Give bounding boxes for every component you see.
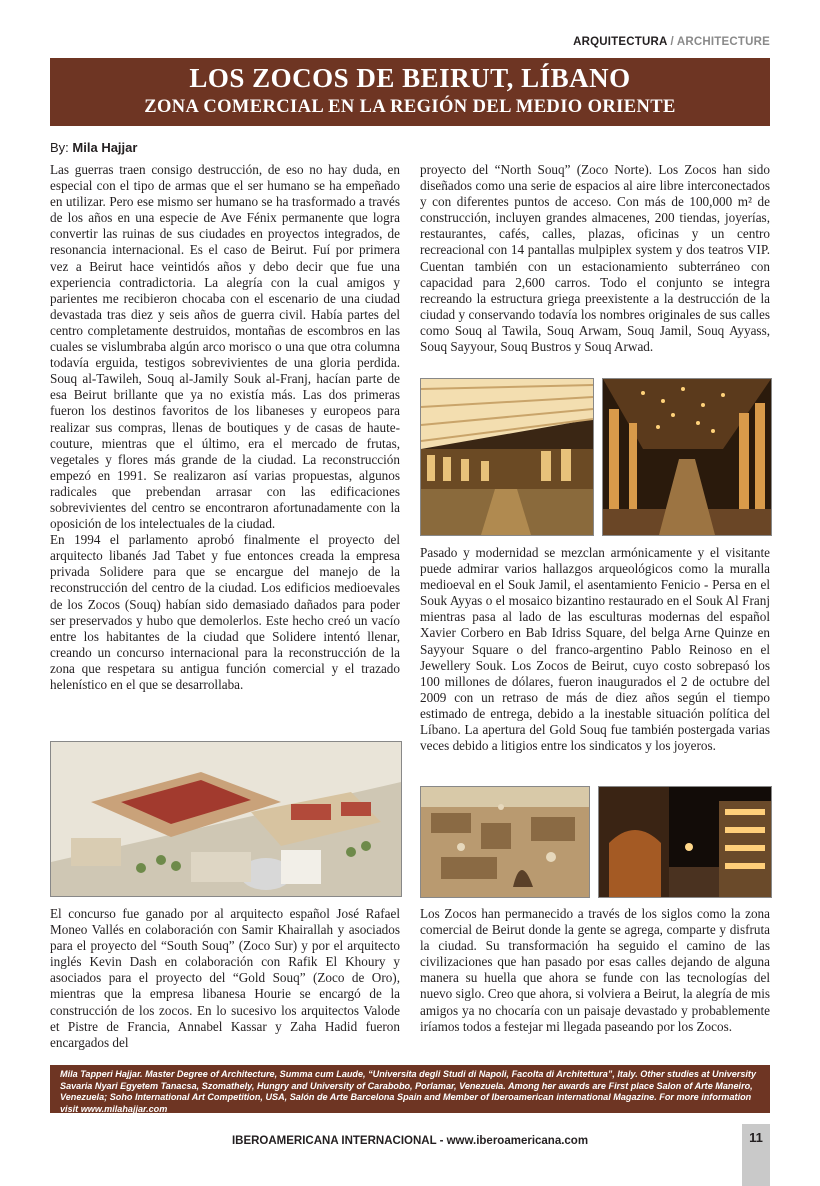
paragraph: El concurso fue ganado por al arquitecto español José Rafael Moneo Vallés en colaboración con Samir Khairallah y asociados para el proyecto del “South Souq” (Zoco Sur) y por el arquitecto inglés Kevin Dash en colaboración con Rafik El Khoury y asociados para el proyecto del “Gold Souq” (Zoco de Oro), mientras que la empresa libanesa Hourie se encargó de la construcción de los zocos. En lo sucesivo los arquitectos Valode et Pistre de Francia, Annabel Kassar y Zaha Hadid fueron encargados del (50, 906, 400, 1050)
article-column-4 (420, 906, 770, 1035)
paragraph: Las guerras traen consigo destrucción, de eso no hay duda, en especial con el tipo de armas que el ser humano se ha empeñado en utilizar. Pero ese mismo ser humano se ha trasformado a través de los años en una especie de Ave Fénix permanente que logra convertir las ruinas de sus ciudades en proyectos integrados, de resonancia internacional. Es el caso de Beirut. Fuí por primera vez a Beirut hace veintidós años y debo decir que fue una experiencia contradictoria. La alegría con la cual amigos y parientes me recibieron chocaba con el escenario de una ciudad devastada tras diez y seis años de guerra civil. Había partes del centro completamente destruidos, montañas de escombros en las cuales se vislumbraba algún arco morisco o una que otra columna todavía erguida, testigos sobrevivientes de una gloria perdida. Souq al-Tawileh, Souq al-Jamily Souk al-Franj, hacían parte de esa Beirut brillante que ya no existía más. Las dos primeras fueron los destinos favoritos de los libaneses y europeos para realizar sus compras, llenas de boutiques y de casas de haute-couture, mientras que el último, era el mercado de frutas, vegetales y flores más grande de la ciudad. La reconstrucción empezó en 1991. Se realizaron así varias propuestas, algunos radicales que prebendan arrasar con las edificaciones sobrevivientes del centro se encontraron afortunadamente con la oposición de los intelectuales de la ciudad. (50, 162, 400, 532)
article-column-1 (50, 162, 400, 693)
paragraph: Pasado y modernidad se mezclan armónicamente y el visitante puede admirar varios hallazgos arqueológicos como la muralla medioeval en el Souk Jamil, el asentamiento Fenicio - Persa en el Souk Ayyas o el mosaico bizantino restaurado en el Souk Al Franj mientras pasa al lado de las esculturas modernas del español Xavier Corbero en Bab Idriss Square, del belga Arne Quinze en Sayyour Square o del franco-argentino Pablo Reinoso en el Jewellery Souk. Los Zocos de Beirut, cuyo costo sobrepasó los 100 millones de dólares, fueron inaugurados el 2 de octubre del 2009 con un retraso de más de diez años según el tiempo estimado de entrega, debido a la inestable situación política del Líbano. La apertura del Gold Souq fue también postergada varias veces debido a litigios entre los sindicatos y los joyeros. (420, 545, 770, 754)
author-bio: Mila Tapperi Hajjar. Master Degree of Architecture, Summa cum Laude, “Universita degli Studi di Napoli, Facolta di Architettura”, Italy. Other studies at University Savaria Nyari Egyetem Tanacsa, Szomathely, Hungry and University of Carabobo, Porlamar, Venezuela. Among her awards are First place Salon of Arte Maneiro, Venezuela; Soho International Art Competition, USA, Salón de Arte Barcelona Spain and Member of Iberoamerican international Magazine. For more information visit www.milahajjar.com (50, 1065, 770, 1113)
page-title: LOS ZOCOS DE BEIRUT, LÍBANO (189, 63, 631, 93)
article-column-3 (50, 906, 400, 1051)
paragraph: Los Zocos han permanecido a través de los siglos como la zona comercial de Beirut donde la gente se agrega, comparte y disfruta la ciudad. Su transformación ha seguido el camino de las civilizaciones que han pasado por esas calles dejando de alguna manera su huella que ahora se funde con las tecnologías del nuevo siglo. Creo que ahora, si volviera a Beirut, la alegría de mis amigos ya no chocaría con un paisaje devastado y probablemente iríamos todos a festejar mi llegada paseando por los Zocos. (420, 906, 770, 1034)
paragraph: En 1994 el parlamento aprobó finalmente el proyecto del arquitecto libanés Jad Tabet y fue entonces creada la empresa privada Solidere para que se encargue del manejo de la reconstrucción del centro de la ciudad. Los edificios medioevales de los Zocos (Souq) habían sido demasiado dañados para poder ser preservados y hubo que demolerlos. Este hecho creó un vacío entre los habitantes de la ciudad que Solidere intentó llenar, creando un concurso internacional para la reconstrucción de la zona que respetara su antigua función comercial y el trazado helenístico en el que se desarrollaba. (50, 532, 400, 692)
title-band (50, 58, 770, 126)
lit-arcade-street-photo (602, 378, 772, 536)
aerial-souks-model-photo (50, 741, 402, 897)
author-name: Mila Hajjar (72, 140, 138, 155)
paragraph: proyecto del “North Souq” (Zoco Norte). Los Zocos han sido diseñados como una serie de espacios al aire libre interconectados y con diferentes puntos de acceso. Con más de 100,000 m² de construcción, incluyen grandes almacenes, 200 tiendas, joyerías, restaurantes, cafés, calles, plazas, oficinas y un centro recreacional con 14 pantallas mulpiplex system y dos teatros VIP. Cuentan también con un estacionamiento subterráneo con capacidad para 2,600 carros. Todo el conjunto se integra recreando la estructura griega preexistente a la destrucción de la ciudad y conservando todavía los nombres originales de sus calles como Souq al Tawila, Souq Arwam, Souq Jamil, Souq Ayyass, Souq Sayyour, Souq Bustros y Souq Arwad. (420, 162, 770, 355)
section-separator: / (670, 36, 674, 48)
section-tag (573, 36, 770, 48)
atrium-interior-photo (420, 378, 594, 536)
byline-prefix: By: (50, 140, 69, 155)
byline (50, 140, 137, 155)
archaeological-ruins-photo (420, 786, 590, 898)
souk-night-street-photo (598, 786, 772, 898)
footer-publication: IBEROAMERICANA INTERNACIONAL - www.iberoamericana.com (231, 1135, 589, 1147)
page-subtitle: ZONA COMERCIAL EN LA REGIÓN DEL MEDIO ORIENTE (144, 97, 676, 117)
page-number: 11 (742, 1124, 770, 1186)
article-column-2b (420, 545, 770, 754)
section-label-es: ARQUITECTURA (573, 36, 668, 48)
article-column-2 (420, 162, 770, 355)
section-label-en: ARCHITECTURE (676, 36, 770, 48)
